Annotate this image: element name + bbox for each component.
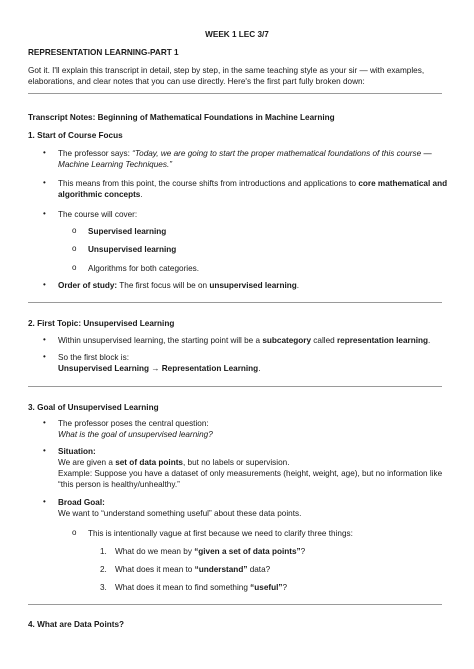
numbered-item-number: 1. xyxy=(100,547,107,556)
bullet-icon: • xyxy=(43,335,46,344)
bullet-text: Within unsupervised learning, the starting point will be a xyxy=(58,336,263,345)
bullet-icon: • xyxy=(43,178,46,187)
bullet-text: We are given a xyxy=(58,458,116,468)
sub-bullet-icon: o xyxy=(72,226,77,235)
bullet-icon: • xyxy=(43,446,46,455)
bullet-icon: • xyxy=(43,352,46,361)
bullet-text: called xyxy=(311,336,337,345)
list-item: The course will cover: xyxy=(58,210,138,219)
numbered-item xyxy=(115,582,455,593)
emphasis: algorithmic concepts xyxy=(58,190,141,200)
bullet-text: We want to “understand something useful” about these data points. xyxy=(58,509,302,519)
list-item xyxy=(58,418,448,440)
bullet-text: , but no labels or supervision. xyxy=(182,458,290,468)
punctuation: ? xyxy=(300,547,306,556)
sub-list-item: Supervised learning xyxy=(88,227,167,236)
quote-text: Machine Learning Techniques.” xyxy=(58,160,172,170)
bullet-text: This means from this point, the course shifts from introductions and applications to xyxy=(58,179,359,188)
label: Order of study: xyxy=(58,281,118,290)
sub-bullet-icon: o xyxy=(72,528,77,537)
bullet-text: The professor poses the central question: xyxy=(58,419,209,428)
punctuation: . xyxy=(427,336,431,345)
emphasis: “useful” xyxy=(250,583,283,592)
intro-paragraph xyxy=(28,65,448,87)
list-item xyxy=(58,446,458,490)
list-item xyxy=(58,497,448,519)
bullet-icon: • xyxy=(43,148,46,157)
item-text: What do we mean by xyxy=(115,547,195,556)
divider xyxy=(28,93,442,94)
item-text: data? xyxy=(247,565,271,574)
bullet-text: The first focus will be on xyxy=(117,281,210,290)
emphasis: Unsupervised Learning → Representation Learning xyxy=(58,364,259,374)
intro-line-2: elaborations, and clear notes that you can use directly. Here's the first part fully broken down: xyxy=(28,77,365,87)
label: Situation: xyxy=(58,447,96,456)
label: Broad Goal: xyxy=(58,498,105,507)
bullet-text: The professor says: xyxy=(58,149,133,158)
section-title-1: 1. Start of Course Focus xyxy=(28,131,123,140)
quote-text: “Today, we are going to start the proper mathematical foundations of this course — xyxy=(132,149,432,158)
sub-bullet-icon: o xyxy=(72,244,77,253)
emphasis: core mathematical and xyxy=(358,179,448,188)
bullet-icon: • xyxy=(43,209,46,218)
doc-heading: REPRESENTATION LEARNING-PART 1 xyxy=(28,48,179,57)
list-item xyxy=(58,280,448,291)
divider xyxy=(28,386,442,387)
section-title-transcript: Transcript Notes: Beginning of Mathematical Foundations in Machine Learning xyxy=(28,113,335,122)
punctuation: . xyxy=(258,364,261,374)
emphasis: representation learning xyxy=(336,336,428,345)
divider xyxy=(28,302,442,303)
sub-bullet-icon: o xyxy=(72,263,77,272)
question-text: What is the goal of unsupervised learning? xyxy=(58,430,213,440)
bullet-icon: • xyxy=(43,418,46,427)
intro-line-1: Got it. I'll explain this transcript in detail, step by step, in the same teaching style as your sir — with examples, xyxy=(28,66,425,75)
sub-list-item: This is intentionally vague at first because we need to clarify three things: xyxy=(88,529,353,538)
emphasis: set of data points xyxy=(115,458,183,468)
punctuation: ? xyxy=(282,583,288,592)
bullet-text: Example: Suppose you have a dataset of only measurements (height, weight, age), but no information like xyxy=(58,469,443,479)
page-title: WEEK 1 LEC 3/7 xyxy=(205,30,269,39)
list-item xyxy=(58,178,448,200)
emphasis: “understand” xyxy=(194,565,248,574)
punctuation: . xyxy=(296,281,300,290)
bullet-icon: • xyxy=(43,497,46,506)
emphasis: subcategory xyxy=(262,336,312,345)
list-item xyxy=(58,148,448,170)
numbered-item-number: 2. xyxy=(100,565,107,574)
emphasis: unsupervised learning xyxy=(209,281,297,290)
bullet-icon: • xyxy=(43,280,46,289)
bullet-text: So the first block is: xyxy=(58,353,129,362)
punctuation: . xyxy=(140,190,143,200)
divider xyxy=(28,604,442,605)
numbered-item xyxy=(115,564,455,575)
section-title-2: 2. First Topic: Unsupervised Learning xyxy=(28,319,175,328)
sub-list-item: Unsupervised learning xyxy=(88,245,177,254)
list-item xyxy=(58,335,448,346)
sub-list-item: Algorithms for both categories. xyxy=(88,264,200,273)
numbered-item-number: 3. xyxy=(100,583,107,592)
item-text: What does it mean to xyxy=(115,565,195,574)
section-title-3: 3. Goal of Unsupervised Learning xyxy=(28,403,159,412)
section-title-4: 4. What are Data Points? xyxy=(28,620,124,629)
item-text: What does it mean to find something xyxy=(115,583,251,592)
list-item xyxy=(58,352,448,374)
bullet-text: “this person is healthy/unhealthy.” xyxy=(58,480,180,490)
emphasis: “given a set of data points” xyxy=(194,547,301,556)
numbered-item xyxy=(115,546,455,557)
